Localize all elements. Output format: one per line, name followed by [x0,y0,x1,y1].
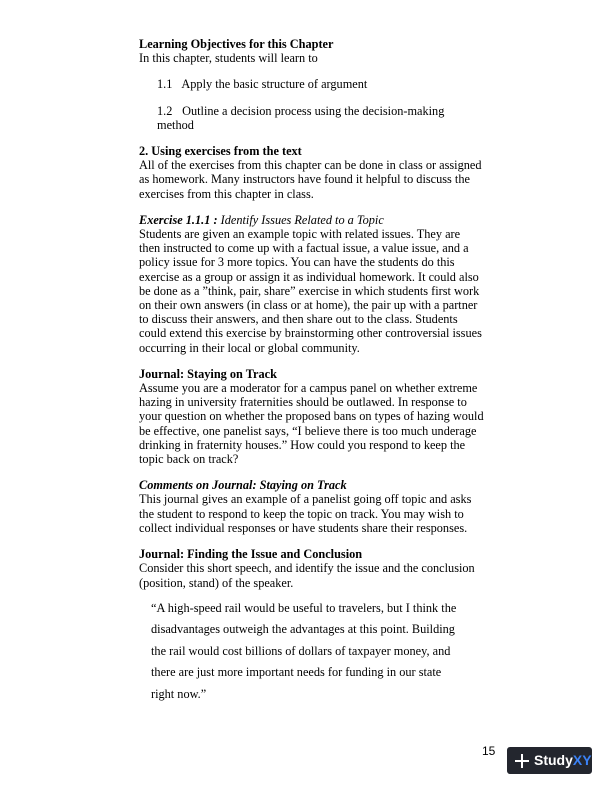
exercise-body: Students are given an example topic with related issues. They are then instructed to come up with a factual issue, a value issue, and a policy issue for 3 more topics. You can have the students do this exercise as a group or assign it as individual homework. It could also be done as a ”think, pair, share” exercise in which students first work on their own answers (in class or at home), the pair up with a partner to discuss their answers, and then share out to the class. Students could extend this exercise by brainstorming other controversial issues occurring in their local or global community. [139,227,482,355]
objective-item [139,104,484,132]
speech-quote [151,598,484,706]
quote-line: the rail would cost billions of dollars of taxpayer money, and [151,643,451,658]
exercise-subtitle: Identify Issues Related to a Topic [220,212,384,227]
page-content [139,37,484,706]
quote-line: there are just more important needs for funding in our state [151,665,442,680]
quote-line: disadvantages outweigh the advantages at this point. Building [151,622,455,637]
journal1-body: Assume you are a moderator for a campus panel on whether extreme hazing in university fraternities should be outlawed. In response to your question on whether the proposed bans on types of hazing would be effective, one panelist says, “I believe there is too much underage drinking in fraternity houses.” How could you respond to keep the topic back on track? [139,381,484,467]
studyxy-logo [507,747,592,774]
objectives-list [139,77,484,132]
objective-text: Outline a decision process using the decision-making method [157,103,445,132]
quote-line: “A high-speed rail would be useful to travelers, but I think the [151,600,457,615]
logo-text-xy: XY [572,752,592,769]
objective-number: 1.1 [157,77,173,92]
page-number: 15 [482,744,496,758]
plus-icon [515,754,529,768]
objective-text: Apply the basic structure of argument [181,77,368,92]
comments-body: This journal gives an example of a panelist going off topic and asks the student to respond to keep the topic on track. You may wish to collect individual responses or have students share their responses. [139,492,472,535]
journal2-heading: Journal: Finding the Issue and Conclusion [139,547,363,562]
objectives-heading: Learning Objectives for this Chapter [139,37,334,51]
logo-text-study: Study [534,752,573,769]
objectives-intro: In this chapter, students will learn to [139,51,318,66]
comments-heading: Comments on Journal: Staying on Track [139,478,347,493]
objective-item [139,77,484,91]
objective-number: 1.2 [157,103,173,118]
quote-line: right now.” [151,687,207,702]
section2-body: All of the exercises from this chapter can be done in class or assigned as homework. Many instructors have found it helpful to discuss the exercises from this chapter in class. [139,158,482,201]
exercise-title [139,213,484,227]
exercise-label: Exercise 1.1.1 : [139,212,218,227]
journal2-body: Consider this short speech, and identify the issue and the conclusion (position, stand) of the speaker. [139,561,475,590]
journal1-heading: Journal: Staying on Track [139,366,277,381]
section2-heading: 2. Using exercises from the text [139,144,302,159]
